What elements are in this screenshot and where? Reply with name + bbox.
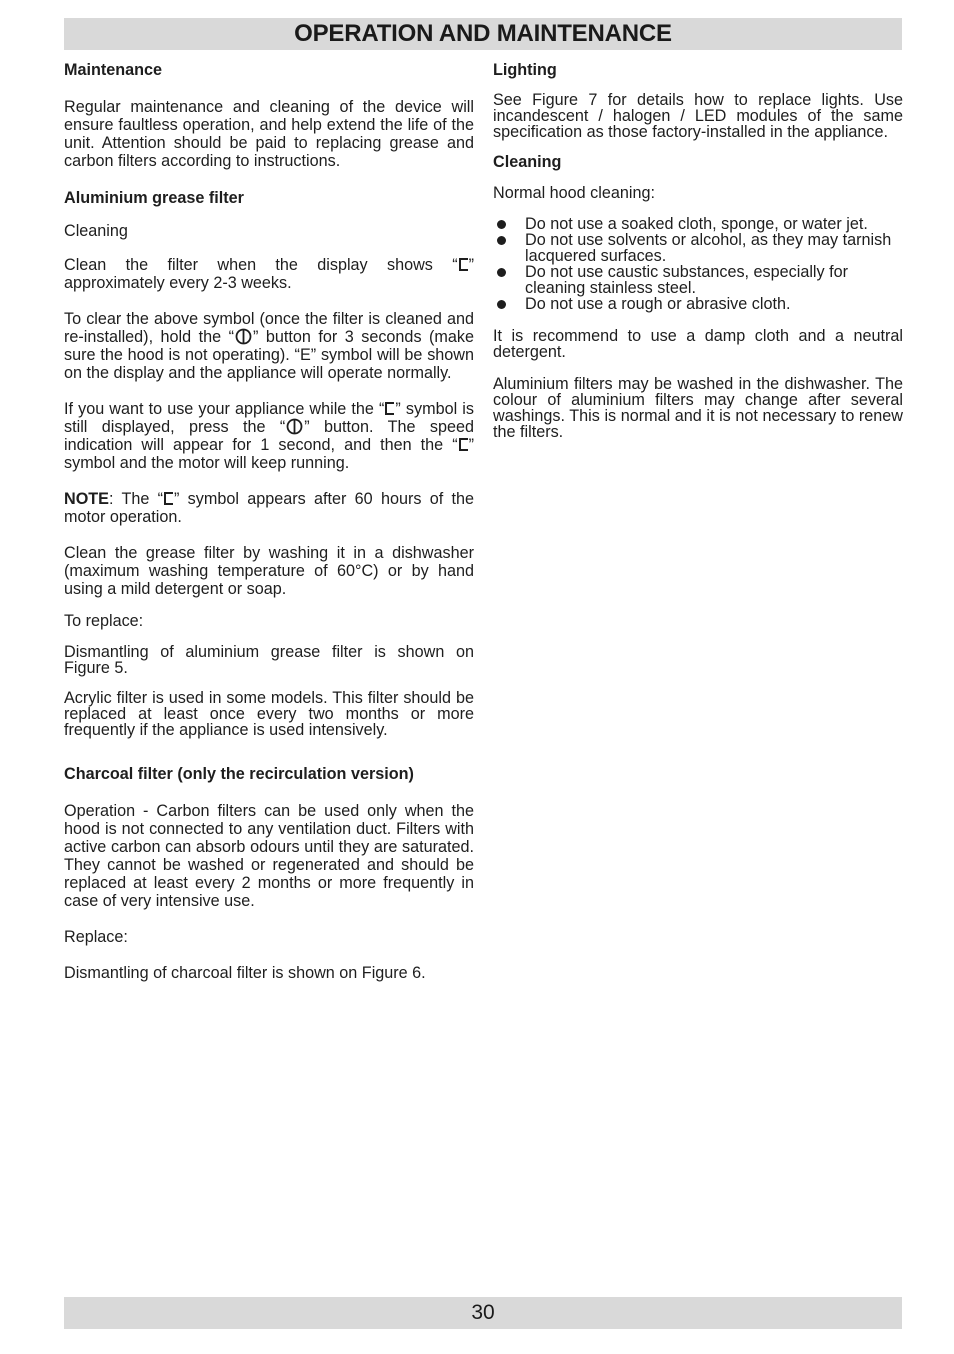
power-icon bbox=[286, 418, 303, 435]
clear-symbol-paragraph: To clear the above symbol (once the filter is cleaned and re-installed), hold the “ ” button for 3 seconds (make sure the hood is not operating). “E” symbol will be shown on the display and the appliance will operate normally. bbox=[64, 310, 474, 382]
use-while-displayed-paragraph: If you want to use your appliance while the “ ” symbol is still displayed, press the “ ” button. The speed indication will appear for 1 second, and then the “ ” symbol and the motor will keep running. bbox=[64, 400, 474, 472]
normal-cleaning-label: Normal hood cleaning: bbox=[493, 184, 655, 202]
maintenance-heading: Maintenance bbox=[64, 61, 163, 79]
header-bar bbox=[64, 18, 902, 50]
bullet-icon bbox=[497, 236, 506, 245]
maintenance-paragraph: Regular maintenance and cleaning of the device will ensure faultless operation, and help extend the life of the unit. Attention should be paid to replacing grease and carbon filters according to instructions. bbox=[64, 98, 474, 170]
figure6-paragraph: Dismantling of charcoal filter is shown on Figure 6. bbox=[64, 964, 426, 982]
filter-symbol-icon bbox=[385, 402, 394, 415]
lighting-paragraph: See Figure 7 for details how to replace lights. Use incandescent / halogen / LED modules of the same specification as those factory-installed in the appliance. bbox=[493, 91, 903, 141]
list-item: Do not use a rough or abrasive cloth. bbox=[493, 296, 903, 312]
cleaning-bullet-list bbox=[493, 216, 903, 312]
charcoal-filter-heading: Charcoal filter (only the recirculation version) bbox=[64, 765, 414, 783]
right-column bbox=[493, 60, 903, 440]
list-item: Do not use caustic substances, especially for cleaning stainless steel. bbox=[493, 264, 903, 296]
filter-symbol-icon bbox=[459, 438, 468, 451]
footer-bar bbox=[64, 1297, 902, 1329]
cleaning-heading: Cleaning bbox=[493, 153, 562, 171]
power-icon bbox=[235, 328, 252, 345]
acrylic-paragraph: Acrylic filter is used in some models. This filter should be replaced at least once every two months or more frequently if the appliance is used intensively. bbox=[64, 689, 474, 739]
carbon-operation-paragraph: Operation - Carbon filters can be used only when the hood is not connected to any ventilation duct. Filters with active carbon can absorb odours until they are saturated. They cannot be washed or regenerated and should be replaced at least every 2 months or more frequently in case of very intensive use. bbox=[64, 802, 474, 910]
cleaning-label: Cleaning bbox=[64, 222, 128, 240]
to-replace-label: To replace: bbox=[64, 612, 144, 630]
note-paragraph: NOTE: The “ ” symbol appears after 60 hours of the motor operation. bbox=[64, 490, 474, 526]
list-item: Do not use a soaked cloth, sponge, or water jet. bbox=[493, 216, 903, 232]
figure5-paragraph: Dismantling of aluminium grease filter is shown on Figure 5. bbox=[64, 643, 474, 677]
aluminium-dishwasher-paragraph: Aluminium filters may be washed in the dishwasher. The colour of aluminium filters may change after several washings. This is normal and it is not necessary to renew the filters. bbox=[493, 375, 903, 441]
list-item: Do not use solvents or alcohol, as they may tarnish lacquered surfaces. bbox=[493, 232, 903, 264]
bullet-icon bbox=[497, 300, 506, 309]
lighting-heading: Lighting bbox=[493, 61, 557, 79]
filter-symbol-icon bbox=[459, 258, 468, 271]
left-column bbox=[64, 60, 474, 982]
bullet-icon bbox=[497, 220, 506, 229]
filter-clean-paragraph: Clean the filter when the display shows “ ” approximately every 2-3 weeks. bbox=[64, 256, 474, 292]
grease-filter-heading: Aluminium grease filter bbox=[64, 189, 244, 207]
dishwasher-paragraph: Clean the grease filter by washing it in a dishwasher (maximum washing temperature of 60°C) or by hand using a mild detergent or soap. bbox=[64, 544, 474, 598]
replace-label: Replace: bbox=[64, 928, 128, 946]
page-number: 30 bbox=[471, 1301, 495, 1324]
bullet-icon bbox=[497, 268, 506, 277]
page-title: OPERATION AND MAINTENANCE bbox=[294, 20, 672, 47]
damp-cloth-paragraph: It is recommend to use a damp cloth and a neutral detergent. bbox=[493, 327, 903, 361]
filter-symbol-icon bbox=[164, 492, 173, 505]
